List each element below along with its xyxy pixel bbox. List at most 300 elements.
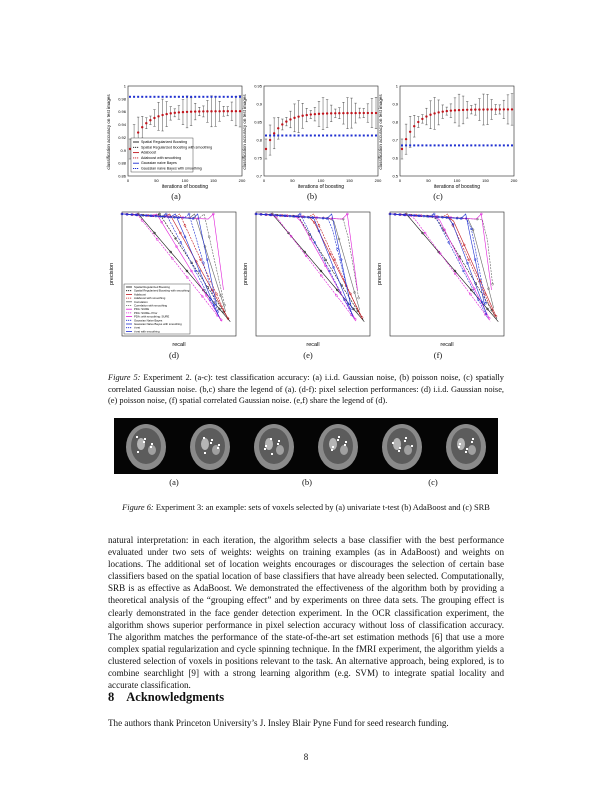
naive-bayes-point — [289, 135, 291, 137]
accuracy-point — [437, 111, 439, 113]
precision-recall-curve — [390, 214, 485, 305]
naive-bayes-point — [178, 96, 180, 98]
x-tick-label: 100 — [181, 178, 189, 183]
y-tick-label: 0.9 — [392, 101, 398, 107]
y-tick-label: 0.75 — [254, 155, 262, 161]
subfigure-label-f: (f) — [433, 350, 443, 360]
y-tick-label: 0.95 — [254, 83, 262, 89]
naive-bayes-point — [491, 144, 493, 146]
curve-marker — [361, 316, 363, 318]
naive-bayes-point — [346, 135, 348, 137]
x-tick-label: 50 — [154, 178, 159, 183]
subfigure-label-d: (d) — [169, 350, 179, 360]
section-title: Acknowledgments — [126, 690, 225, 704]
accuracy-point — [137, 131, 139, 133]
naive-bayes-point — [186, 96, 188, 98]
x-tick-label: 150 — [482, 178, 489, 183]
accuracy-point — [425, 115, 427, 117]
selected-voxel — [398, 450, 400, 452]
curve-marker — [184, 224, 186, 226]
selected-voxel — [211, 439, 213, 441]
precision-recall-curve — [390, 214, 490, 321]
brain-slice-interior — [323, 428, 353, 464]
accuracy-point — [281, 123, 283, 125]
x-tick-label: 200 — [238, 178, 246, 183]
naive-bayes-point — [129, 96, 131, 98]
brain-slice-interior — [131, 428, 161, 464]
legend-entry: Gaussian Naive Bayes with smoothing — [134, 322, 182, 326]
naive-bayes-point — [334, 135, 336, 137]
precision-recall-curve — [390, 214, 489, 318]
selected-voxel — [203, 437, 205, 439]
curve-marker — [358, 297, 360, 299]
naive-bayes-point — [137, 96, 139, 98]
legend-entry: Adaboost — [141, 150, 157, 155]
legend-entry: Spatial Regularized Boosting — [141, 140, 188, 144]
naive-bayes-point — [206, 96, 208, 98]
x-tick-label: 50 — [426, 178, 431, 183]
accuracy-plot-b — [240, 82, 384, 190]
selected-voxel — [270, 438, 272, 440]
accuracy-point — [165, 113, 167, 115]
naive-bayes-point — [359, 135, 361, 137]
naive-bayes-point — [450, 144, 452, 146]
accuracy-point — [227, 110, 229, 112]
selected-voxel — [271, 453, 273, 455]
selected-voxel — [465, 451, 467, 453]
selected-voxel — [277, 443, 279, 445]
figure-6-label-c: (c) — [428, 477, 438, 487]
brain-slice — [254, 424, 294, 470]
selected-voxel — [331, 449, 333, 451]
figure-6-caption-label: Figure 6: — [122, 503, 154, 512]
curve-marker — [433, 213, 435, 215]
y-tick-label: 1 — [123, 83, 126, 89]
naive-bayes-point — [285, 135, 287, 137]
accuracy-point — [314, 113, 316, 115]
legend-entry: Correlation with smoothing — [134, 303, 168, 308]
naive-bayes-point — [503, 144, 505, 146]
brain-slice-tissue — [137, 438, 145, 450]
x-tick-label: 200 — [510, 178, 518, 183]
precision-recall-plot-d — [106, 208, 242, 348]
legend-entry: Gaussian Naive Bayes — [134, 318, 163, 323]
legend-entry: Adaboost with smoothing — [134, 296, 166, 301]
accuracy-point — [206, 110, 208, 112]
naive-bayes-point — [458, 144, 460, 146]
y-tick-label: 0.9 — [120, 147, 126, 153]
naive-bayes-point — [434, 144, 436, 146]
naive-bayes-point — [141, 96, 143, 98]
precision-recall-curve — [256, 214, 351, 305]
precision-recall-curve — [256, 214, 352, 308]
naive-bayes-point — [487, 144, 489, 146]
legend-entry: PDA: SURE — [134, 307, 150, 312]
naive-bayes-point — [166, 96, 168, 98]
naive-bayes-point — [310, 135, 312, 137]
accuracy-point — [511, 108, 513, 110]
naive-bayes-point — [298, 135, 300, 137]
naive-bayes-point — [294, 135, 296, 137]
naive-bayes-point — [273, 135, 275, 137]
legend-entry: Adaboost — [134, 292, 146, 297]
precision-recall-curve — [390, 214, 498, 322]
selected-voxel — [137, 451, 139, 453]
naive-bayes-point — [158, 96, 160, 98]
curve-marker — [299, 213, 301, 215]
accuracy-point — [170, 112, 172, 114]
y-tick-label: 0.6 — [392, 155, 398, 161]
accuracy-point — [350, 112, 352, 114]
y-tick-label: 0.92 — [118, 134, 126, 140]
selected-voxel — [143, 441, 145, 443]
accuracy-point — [499, 108, 501, 110]
accuracy-point — [223, 110, 225, 112]
precision-recall-plot-f — [374, 208, 510, 348]
figure-6-label-a: (a) — [169, 477, 179, 487]
selected-voxel — [136, 436, 138, 438]
naive-bayes-point — [342, 135, 344, 137]
selected-voxel — [344, 444, 346, 446]
curve-marker — [165, 213, 167, 215]
x-axis-label: iterations of boosting — [161, 184, 209, 190]
accuracy-point — [186, 111, 188, 113]
x-tick-label: 100 — [453, 178, 461, 183]
brain-slice-tissue — [212, 445, 220, 455]
figure-5-caption-text: Experiment 2. (a-c): test classification accuracy: (a) i.i.d. Gaussian noise, (b) poisson noise, (c) spatially correlated Gaussian noise. (b,c) share the legend of (a). (d-f): pixel selection performances: (d) i.i.d. Gaussian noise, (e) poisson noise, (f) spatial correlated Gaussian noise. (e,f) share the legend of (d). — [108, 373, 504, 405]
legend-entry: Gaussian naive Bayes with smoothing — [141, 166, 202, 171]
accuracy-point — [367, 112, 369, 114]
accuracy-point — [326, 112, 328, 114]
accuracy-point — [482, 108, 484, 110]
page-number: 8 — [303, 752, 309, 762]
accuracy-point — [161, 114, 163, 116]
accuracy-point — [346, 112, 348, 114]
selected-voxel — [458, 446, 460, 448]
figure-5-caption — [108, 372, 504, 407]
naive-bayes-point — [330, 135, 332, 137]
y-tick-label: 0.8 — [392, 119, 398, 125]
accuracy-plot-a — [104, 82, 248, 190]
accuracy-point — [202, 110, 204, 112]
precision-recall-curve — [256, 214, 364, 322]
accuracy-plot-c — [376, 82, 520, 190]
selected-voxel — [210, 442, 212, 444]
x-axis-label: recall — [306, 342, 320, 348]
naive-bayes-point — [210, 96, 212, 98]
naive-bayes-point — [306, 135, 308, 137]
naive-bayes-point — [442, 144, 444, 146]
naive-bayes-point — [409, 144, 411, 146]
naive-bayes-point — [355, 135, 357, 137]
x-axis-label: recall — [172, 342, 186, 348]
accuracy-point — [371, 112, 373, 114]
y-axis-label: classification accuracy on test images — [106, 94, 111, 170]
accuracy-point — [273, 132, 275, 134]
y-tick-label: 0.88 — [118, 160, 126, 166]
naive-bayes-point — [367, 135, 369, 137]
legend-entry: t test — [134, 325, 141, 330]
accuracy-point — [265, 148, 267, 150]
selected-voxel — [151, 443, 153, 445]
naive-bayes-point — [198, 96, 200, 98]
naive-bayes-point — [421, 144, 423, 146]
accuracy-point — [141, 126, 143, 128]
y-axis-label: precision — [243, 262, 249, 286]
accuracy-point — [405, 138, 407, 140]
selected-voxel — [399, 447, 401, 449]
accuracy-point — [417, 121, 419, 123]
x-tick-label: 150 — [346, 178, 353, 183]
accuracy-point — [157, 115, 159, 117]
curve-marker — [318, 224, 320, 226]
accuracy-point — [470, 109, 472, 111]
brain-slice-tissue — [276, 445, 284, 455]
selected-voxel — [459, 443, 461, 445]
accuracy-point — [277, 127, 279, 129]
accuracy-point — [446, 110, 448, 112]
naive-bayes-point — [495, 144, 497, 146]
accuracy-point — [342, 112, 344, 114]
naive-bayes-point — [215, 96, 217, 98]
accuracy-point — [486, 108, 488, 110]
accuracy-point — [458, 109, 460, 111]
naive-bayes-point — [446, 144, 448, 146]
body-paragraph: natural interpretation: in each iteration, the algorithm selects a base classifier with the best performance evaluated under two sets of weights: weights on training examples (as in AdaBoost) and weights on locations. The additional set of location weights encourages or discourages the selection of certain base classifiers based on the spatial location of base classifiers that have already been selected. Computationally, SRB is as effective as AdaBoost. We demonstrated the effectiveness of the algorithm both by providing a theoretical analysis of the “grouping effect” and by experiments on three data sets. The grouping effect is clearly demonstrated in the face gender detection experiment. In the OCR classification experiment, the algorithm shows superior performance in pixel selection accuracy without loss of classification accuracy. The algorithm matches the performance of the state-of-the-art set estimation methods [6] that use a more complex spatial regularization and cycle spinning technique. In the fMRI experiment, the algorithm yields a clustered selection of voxels in positions relevant to the task. An alternative approach, being explored, is to combine searchlight [9] with a strong learning algorithm (e.g. SVM) to integrate spatial locality and accurate classification. — [108, 535, 504, 691]
accuracy-point — [310, 113, 312, 115]
naive-bayes-point — [417, 144, 419, 146]
selected-voxel — [218, 444, 220, 446]
naive-bayes-point — [194, 96, 196, 98]
precision-recall-curve — [256, 214, 353, 316]
selected-voxel — [337, 439, 339, 441]
naive-bayes-point — [133, 96, 135, 98]
acknowledgments-text: The authors thank Princeton University’s J. Insley Blair Pyne Fund for seed research funding. — [108, 718, 449, 728]
brain-slice — [318, 424, 358, 470]
accuracy-point — [421, 118, 423, 120]
section-number: 8 — [108, 690, 115, 704]
brain-slice-interior — [195, 428, 225, 464]
y-axis-label: precision — [109, 262, 115, 286]
naive-bayes-point — [153, 96, 155, 98]
precision-recall-curve — [390, 214, 494, 308]
legend-entry: Gaussian naive Bayes — [141, 161, 177, 166]
naive-bayes-point — [338, 135, 340, 137]
naive-bayes-point — [462, 144, 464, 146]
accuracy-point — [198, 110, 200, 112]
accuracy-point — [301, 115, 303, 117]
accuracy-point — [334, 112, 336, 114]
x-tick-label: 0 — [262, 178, 266, 183]
naive-bayes-point — [145, 96, 147, 98]
figure-6-label-b: (b) — [302, 477, 312, 487]
accuracy-point — [450, 109, 452, 111]
accuracy-point — [235, 110, 237, 112]
figure-5-caption-label: Figure 5: — [108, 373, 141, 382]
brain-slice-interior — [259, 428, 289, 464]
accuracy-point — [442, 110, 444, 112]
subfigure-label-c: (c) — [433, 191, 443, 201]
accuracy-point — [318, 113, 320, 115]
accuracy-point — [507, 108, 509, 110]
accuracy-point — [490, 108, 492, 110]
accuracy-point — [214, 110, 216, 112]
y-tick-label: 0.7 — [256, 173, 262, 179]
figure-6-caption-text: Experiment 3: an example: sets of voxels selected by (a) univariate t-test (b) AdaBoost and (c) SRB — [153, 503, 490, 512]
x-axis-label: iterations of boosting — [297, 184, 345, 190]
y-axis-label: classification accuracy on test images — [242, 94, 247, 170]
accuracy-point — [306, 114, 308, 116]
y-tick-label: 0.98 — [118, 96, 126, 102]
naive-bayes-point — [235, 96, 237, 98]
brain-slice-images — [114, 418, 498, 474]
naive-bayes-point — [454, 144, 456, 146]
accuracy-point — [190, 111, 192, 113]
accuracy-point — [218, 110, 220, 112]
selected-voxel — [471, 441, 473, 443]
legend-entry: Correlation — [134, 299, 148, 304]
brain-slice-tissue — [340, 445, 348, 455]
brain-slice-tissue — [329, 438, 337, 450]
brain-slice — [446, 424, 486, 470]
y-tick-label: 1 — [395, 83, 398, 89]
accuracy-point — [433, 112, 435, 114]
selected-voxel — [150, 446, 152, 448]
selected-voxel — [472, 438, 474, 440]
accuracy-point — [354, 112, 356, 114]
selected-voxel — [466, 448, 468, 450]
selected-voxel — [264, 448, 266, 450]
subfigure-label-b: (b) — [307, 191, 317, 201]
accuracy-point — [182, 111, 184, 113]
x-tick-label: 100 — [317, 178, 325, 183]
legend-entry: t test with smoothing — [134, 329, 160, 334]
naive-bayes-point — [413, 144, 415, 146]
accuracy-point — [289, 118, 291, 120]
accuracy-point — [285, 120, 287, 122]
x-tick-label: 150 — [210, 178, 217, 183]
y-axis-label: precision — [377, 262, 383, 286]
naive-bayes-point — [430, 144, 432, 146]
accuracy-point — [297, 115, 299, 117]
selected-voxel — [204, 452, 206, 454]
naive-bayes-point — [351, 135, 353, 137]
figure-6-caption — [108, 502, 504, 514]
legend-entry: PDA: with smoothing: SURE — [134, 314, 170, 319]
legend-entry: Spatial Regularized Boosting with smoothing — [141, 145, 213, 150]
naive-bayes-point — [162, 96, 164, 98]
naive-bayes-point — [302, 135, 304, 137]
accuracy-point — [503, 108, 505, 110]
naive-bayes-point — [231, 96, 233, 98]
legend-entry: Spatial Regularized Boosting with smoothing — [134, 288, 190, 293]
selected-voxel — [332, 446, 334, 448]
precision-recall-curve — [256, 214, 362, 317]
naive-bayes-point — [470, 144, 472, 146]
selected-voxel — [217, 447, 219, 449]
naive-bayes-point — [326, 135, 328, 137]
accuracy-point — [478, 108, 480, 110]
brain-slice — [190, 424, 230, 470]
selected-voxel — [338, 436, 340, 438]
section-heading — [108, 690, 224, 705]
brain-slice-tissue — [468, 445, 476, 455]
naive-bayes-point — [318, 135, 320, 137]
selected-voxel — [144, 438, 146, 440]
accuracy-point — [474, 108, 476, 110]
naive-bayes-point — [466, 144, 468, 146]
precision-recall-curve — [256, 214, 356, 321]
accuracy-point — [178, 111, 180, 113]
y-tick-label: 0.96 — [118, 109, 126, 115]
y-tick-label: 0.7 — [392, 137, 398, 143]
accuracy-point — [359, 112, 361, 114]
brain-slice-tissue — [201, 438, 209, 450]
accuracy-point — [293, 117, 295, 119]
naive-bayes-point — [269, 135, 271, 137]
plot-frame — [264, 86, 378, 176]
naive-bayes-point — [482, 144, 484, 146]
accuracy-point — [462, 109, 464, 111]
naive-bayes-point — [499, 144, 501, 146]
accuracy-point — [153, 117, 155, 119]
x-tick-label: 50 — [290, 178, 295, 183]
accuracy-point — [363, 112, 365, 114]
selected-voxel — [265, 445, 267, 447]
legend-entry: Adaboost with smoothing — [141, 155, 182, 160]
accuracy-point — [429, 114, 431, 116]
naive-bayes-point — [281, 135, 283, 137]
naive-bayes-point — [425, 144, 427, 146]
selected-voxel — [405, 437, 407, 439]
naive-bayes-point — [363, 135, 365, 137]
subfigure-label-e: (e) — [303, 350, 313, 360]
plot-frame — [400, 86, 514, 176]
naive-bayes-point — [219, 96, 221, 98]
accuracy-point — [149, 119, 151, 121]
precision-recall-curve — [256, 214, 355, 319]
naive-bayes-point — [182, 96, 184, 98]
precision-recall-curve — [256, 214, 354, 319]
brain-slice-interior — [451, 428, 481, 464]
legend-entry: Spatial Regularized Boosting — [134, 285, 170, 289]
y-tick-label: 0.86 — [118, 173, 126, 179]
accuracy-point — [413, 125, 415, 127]
naive-bayes-point — [190, 96, 192, 98]
naive-bayes-point — [474, 144, 476, 146]
naive-bayes-point — [322, 135, 324, 137]
accuracy-point — [231, 110, 233, 112]
naive-bayes-point — [405, 144, 407, 146]
accuracy-point — [330, 112, 332, 114]
accuracy-point — [495, 108, 497, 110]
accuracy-point — [194, 110, 196, 112]
x-tick-label: 200 — [374, 178, 382, 183]
brain-slice-tissue — [404, 445, 412, 455]
naive-bayes-point — [507, 144, 509, 146]
naive-bayes-point — [223, 96, 225, 98]
naive-bayes-point — [174, 96, 176, 98]
selected-voxel — [411, 445, 413, 447]
naive-bayes-point — [202, 96, 204, 98]
y-tick-label: 0.94 — [118, 122, 126, 128]
accuracy-point — [269, 139, 271, 141]
subfigure-label-a: (a) — [171, 191, 181, 201]
naive-bayes-point — [170, 96, 172, 98]
naive-bayes-point — [265, 135, 267, 137]
accuracy-point — [338, 112, 340, 114]
accuracy-point — [409, 131, 411, 133]
